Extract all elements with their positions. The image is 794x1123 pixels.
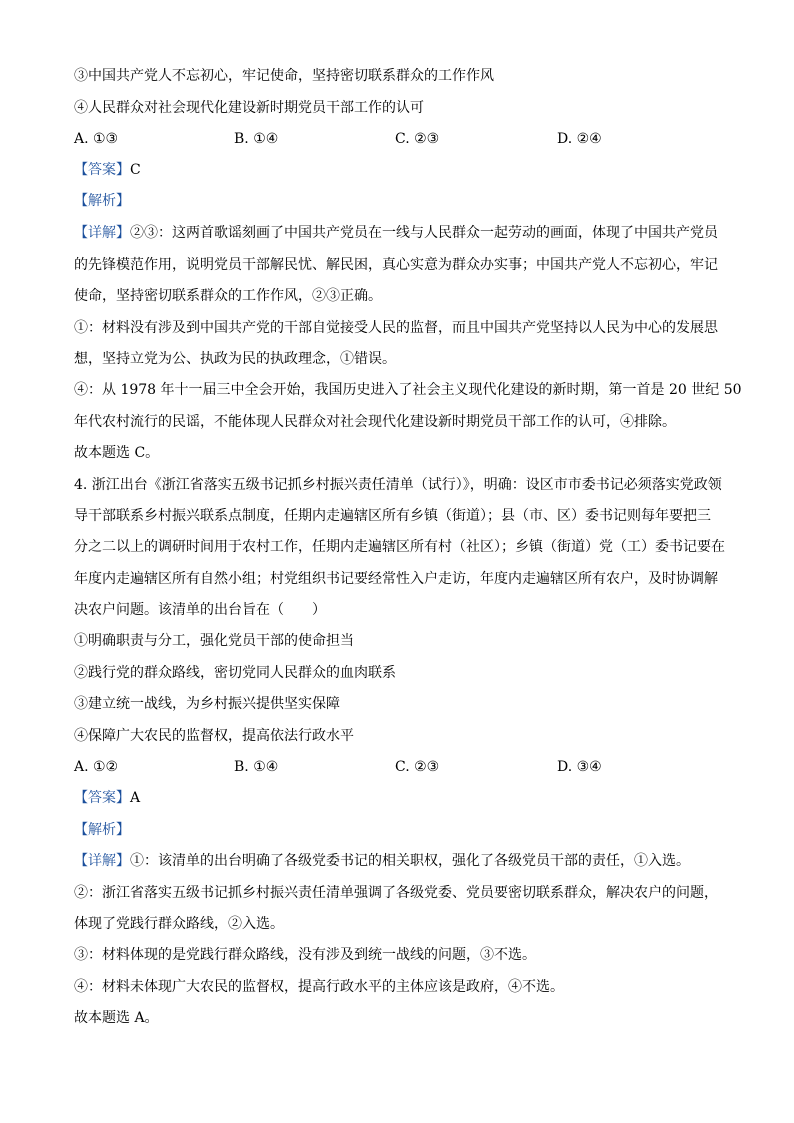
answer-value: C bbox=[130, 162, 141, 178]
q4-stem-line-4: 年度内走遍辖区所有自然小组；村党组织书记要经常性入户走访，年度内走遍辖区所有农户，及时协调解 bbox=[74, 571, 718, 587]
q3-option-d: D. ②④ bbox=[557, 131, 602, 147]
q4-item-1: ①明确职责与分工，强化党员干部的使命担当 bbox=[74, 633, 354, 649]
q3-answer bbox=[74, 160, 141, 180]
q3-detail-line-3: 使命，坚持密切联系群众的工作作风，②③正确。 bbox=[74, 288, 382, 304]
q4-item-3: ③建立统一战线，为乡村振兴提供坚实保障 bbox=[74, 696, 340, 712]
q4-analysis-tag: 【解析】 bbox=[74, 822, 130, 838]
answer-value: A bbox=[130, 790, 141, 806]
q4-option-b: B. ①④ bbox=[234, 759, 279, 775]
q3-detail-line-5: 想，坚持立党为公、执政为民的执政理念，①错误。 bbox=[74, 351, 396, 367]
detail-tag: 【详解】 bbox=[74, 853, 130, 869]
q3-option-c: C. ②③ bbox=[395, 131, 440, 147]
q4-item-2: ②践行党的群众路线，密切党同人民群众的血肉联系 bbox=[74, 665, 396, 681]
q3-detail-line-7: 年代农村流行的民谣，不能体现人民群众对社会现代化建设新时期党员干部工作的认可，④排除。 bbox=[74, 414, 676, 430]
q4-item-4: ④保障广大农民的监督权，提高依法行政水平 bbox=[74, 728, 354, 744]
q3-detail-line-2: 的先锋模范作用，说明党员干部解民忧、解民困，真心实意为群众办实事；中国共产党人不忘初心，牢记 bbox=[74, 257, 718, 273]
q4-stem-line-1: 4. 浙江出台《浙江省落实五级书记抓乡村振兴责任清单（试行）》，明确：设区市市委书记必须落实党政领 bbox=[74, 477, 722, 493]
q4-option-d: D. ③④ bbox=[557, 759, 602, 775]
answer-tag: 【答案】 bbox=[74, 162, 130, 178]
q4-detail-line-5: ④：材料未体现广大农民的监督权，提高行政水平的主体应该是政府，④不选。 bbox=[74, 979, 564, 995]
q3-detail-line-6: ④：从 1978 年十一届三中全会开始，我国历史进入了社会主义现代化建设的新时期，第一首是 20 世纪 50 bbox=[74, 382, 742, 398]
q3-analysis-tag: 【解析】 bbox=[74, 193, 130, 209]
detail-tag: 【详解】 bbox=[74, 225, 130, 241]
q3-detail-line-1 bbox=[74, 223, 718, 243]
q4-stem-line-2: 导干部联系乡村振兴联系点制度，任期内走遍辖区所有乡镇（街道）；县（市、区）委书记则每年要把三 bbox=[74, 508, 711, 524]
q4-detail-line-2: ②：浙江省落实五级书记抓乡村振兴责任清单强调了各级党委、党员要密切联系群众，解决农户的问题， bbox=[74, 885, 718, 901]
q3-item-3: ③中国共产党人不忘初心，牢记使命，坚持密切联系群众的工作作风 bbox=[74, 68, 494, 84]
q3-item-4: ④人民群众对社会现代化建设新时期党员干部工作的认可 bbox=[74, 100, 424, 116]
q4-conclusion: 故本题选 A。 bbox=[74, 1010, 159, 1026]
q3-option-a: A. ①③ bbox=[74, 131, 119, 147]
q4-option-c: C. ②③ bbox=[395, 759, 440, 775]
detail-text: ①：该清单的出台明确了各级党委书记的相关职权，强化了各级党员干部的责任，①入选。 bbox=[130, 853, 690, 869]
q3-conclusion: 故本题选 C。 bbox=[74, 445, 160, 461]
q4-answer bbox=[74, 788, 140, 808]
q4-detail-line-3: 体现了党践行群众路线，②入选。 bbox=[74, 916, 284, 932]
detail-text: ②③：这两首歌谣刻画了中国共产党员在一线与人民群众一起劳动的画面，体现了中国共产党员 bbox=[130, 225, 718, 241]
q3-detail-line-4: ①：材料没有涉及到中国共产党的干部自觉接受人民的监督，而且中国共产党坚持以人民为中心的发展思 bbox=[74, 320, 718, 336]
q4-detail-line-1 bbox=[74, 851, 690, 871]
q4-option-a: A. ①② bbox=[74, 759, 119, 775]
q4-stem-line-5: 决农户问题。该清单的出台旨在（ ） bbox=[74, 602, 326, 618]
q3-option-b: B. ①④ bbox=[234, 131, 279, 147]
q4-stem-line-3: 分之二以上的调研时间用于农村工作，任期内走遍辖区所有村（社区）；乡镇（街道）党（工）委书记要在 bbox=[74, 539, 725, 555]
answer-tag: 【答案】 bbox=[74, 790, 130, 806]
q4-detail-line-4: ③：材料体现的是党践行群众路线，没有涉及到统一战线的问题，③不选。 bbox=[74, 947, 536, 963]
